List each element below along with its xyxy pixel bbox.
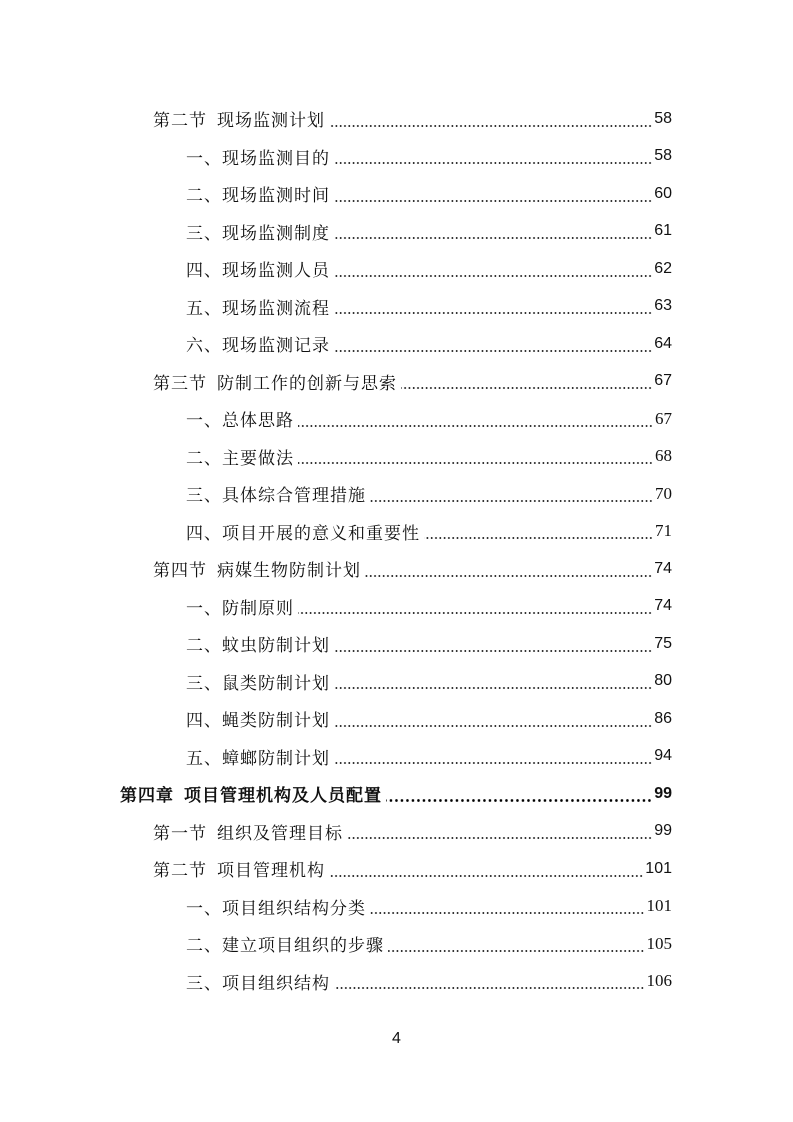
toc-entry-item[interactable] — [0, 663, 793, 701]
toc-entry-item[interactable] — [0, 250, 793, 288]
toc-entry-title: 现场监测制度 — [222, 223, 330, 244]
toc-entry-title: 现场监测记录 — [222, 336, 330, 357]
toc-entry-page: 74 — [654, 597, 672, 615]
toc-entry-section[interactable] — [0, 100, 793, 138]
toc-entry-number: 二、 — [186, 186, 222, 207]
toc-entry-page: 67 — [654, 372, 672, 390]
dot-leader — [365, 575, 652, 577]
toc-entry-item[interactable] — [0, 138, 793, 176]
dot-leader — [370, 500, 653, 502]
toc-entry-number: 一、 — [186, 411, 222, 432]
toc-entry-number: 三、 — [186, 673, 222, 694]
toc-entry-page: 86 — [654, 709, 672, 727]
page-number: 4 — [392, 1030, 401, 1047]
toc-entry-page: 75 — [654, 634, 672, 652]
toc-entry-item[interactable] — [0, 963, 793, 1001]
toc-entry-item[interactable] — [0, 513, 793, 551]
dot-leader — [298, 425, 653, 427]
dot-leader — [386, 799, 652, 802]
toc-entry-title: 现场监测流程 — [222, 298, 330, 319]
toc-entry-page: 70 — [655, 483, 672, 503]
toc-entry-title: 鼠类防制计划 — [222, 673, 330, 694]
toc-entry-title: 现场监测人员 — [222, 261, 330, 282]
toc-entry-chapter[interactable] — [0, 775, 793, 813]
dot-leader — [334, 650, 652, 652]
toc-entry-page: 94 — [654, 747, 672, 765]
toc-entry-number: 五、 — [186, 748, 222, 769]
toc-entry-item[interactable] — [0, 738, 793, 776]
toc-entry-page: 61 — [654, 222, 672, 240]
dot-leader — [334, 162, 652, 164]
toc-entry-item[interactable] — [0, 588, 793, 626]
dot-leader — [334, 200, 652, 202]
toc-entry-number: 第四节 — [153, 561, 207, 582]
toc-entry-number: 第二节 — [153, 111, 207, 132]
toc-entry-title: 蟑螂防制计划 — [222, 748, 330, 769]
toc-entry-page: 74 — [654, 559, 672, 577]
toc-entry-title: 组织及管理目标 — [217, 823, 343, 844]
toc-entry-title: 项目组织结构分类 — [222, 898, 366, 919]
dot-leader — [334, 687, 652, 689]
toc-entry-title: 具体综合管理措施 — [222, 486, 366, 507]
dot-leader — [298, 612, 652, 614]
toc-entry-title: 病媒生物防制计划 — [217, 561, 361, 582]
toc-entry-title: 防制原则 — [222, 598, 294, 619]
toc-entry-page: 101 — [646, 896, 672, 916]
toc-entry-title: 蚊虫防制计划 — [222, 636, 330, 657]
toc-entry-number: 三、 — [186, 973, 222, 994]
toc-entry-page: 58 — [654, 147, 672, 165]
toc-entry-number: 一、 — [186, 598, 222, 619]
toc-entry-number: 二、 — [186, 936, 222, 957]
toc-entry-page: 71 — [655, 521, 672, 541]
toc-entry-page: 68 — [655, 446, 672, 466]
toc-entry-number: 第三节 — [153, 373, 207, 394]
toc-entry-title: 项目管理机构及人员配置 — [184, 786, 382, 807]
toc-entry-title: 现场监测计划 — [217, 111, 325, 132]
dot-leader — [334, 762, 652, 764]
toc-entry-title: 建立项目组织的步骤 — [222, 936, 384, 957]
toc-entry-title: 主要做法 — [222, 448, 294, 469]
toc-entry-page: 99 — [654, 784, 672, 802]
toc-entry-number: 五、 — [186, 298, 222, 319]
toc-entry-section[interactable] — [0, 850, 793, 888]
toc-entry-page: 106 — [646, 971, 672, 991]
toc-entry-item[interactable] — [0, 288, 793, 326]
toc-entry-number: 第四章 — [120, 786, 174, 807]
dot-leader — [334, 350, 652, 352]
toc-entry-item[interactable] — [0, 400, 793, 438]
toc-entry-title: 项目开展的意义和重要性 — [222, 523, 420, 544]
dot-leader — [334, 987, 645, 989]
toc-entry-title: 总体思路 — [222, 411, 294, 432]
dot-leader — [298, 462, 653, 464]
toc-entry-item[interactable] — [0, 700, 793, 738]
toc-entry-page: 63 — [654, 297, 672, 315]
toc-entry-number: 三、 — [186, 223, 222, 244]
toc-entry-section[interactable] — [0, 550, 793, 588]
toc-entry-title: 项目管理机构 — [217, 861, 325, 882]
toc-entry-title: 蝇类防制计划 — [222, 711, 330, 732]
toc-entry-item[interactable] — [0, 888, 793, 926]
toc-entry-page: 64 — [654, 334, 672, 352]
dot-leader — [347, 837, 652, 839]
dot-leader — [334, 312, 652, 314]
toc-entry-item[interactable] — [0, 438, 793, 476]
dot-leader — [388, 950, 645, 952]
toc-entry-title: 现场监测目的 — [222, 148, 330, 169]
toc-entry-page: 105 — [646, 933, 672, 953]
toc-entry-number: 第一节 — [153, 823, 207, 844]
toc-entry-page: 60 — [654, 184, 672, 202]
toc-entry-number: 六、 — [186, 336, 222, 357]
toc-entry-item[interactable] — [0, 475, 793, 513]
toc-entry-title: 项目组织结构 — [222, 973, 330, 994]
dot-leader — [334, 237, 652, 239]
toc-entry-item[interactable] — [0, 625, 793, 663]
toc-entry-section[interactable] — [0, 363, 793, 401]
dot-leader — [424, 537, 653, 539]
dot-leader — [334, 275, 652, 277]
dot-leader — [370, 912, 645, 914]
toc-entry-page: 80 — [654, 672, 672, 690]
toc-entry-number: 四、 — [186, 711, 222, 732]
toc-entry-page: 67 — [655, 408, 672, 428]
toc-entry-number: 四、 — [186, 523, 222, 544]
table-of-contents — [0, 100, 793, 1000]
dot-leader — [329, 125, 652, 127]
toc-entry-item[interactable] — [0, 925, 793, 963]
toc-entry-number: 一、 — [186, 898, 222, 919]
toc-entry-number: 第二节 — [153, 861, 207, 882]
toc-entry-page: 58 — [654, 109, 672, 127]
toc-entry-page: 101 — [645, 859, 672, 877]
toc-entry-number: 一、 — [186, 148, 222, 169]
toc-entry-item[interactable] — [0, 175, 793, 213]
toc-entry-number: 三、 — [186, 486, 222, 507]
toc-entry-page: 99 — [654, 822, 672, 840]
toc-entry-number: 四、 — [186, 261, 222, 282]
toc-entry-title: 现场监测时间 — [222, 186, 330, 207]
toc-entry-title: 防制工作的创新与思索 — [217, 373, 397, 394]
toc-entry-number: 二、 — [186, 636, 222, 657]
toc-entry-section[interactable] — [0, 813, 793, 851]
dot-leader — [329, 875, 643, 877]
toc-entry-item[interactable] — [0, 325, 793, 363]
toc-entry-item[interactable] — [0, 213, 793, 251]
dot-leader — [334, 725, 652, 727]
toc-entry-page: 62 — [654, 259, 672, 277]
toc-entry-number: 二、 — [186, 448, 222, 469]
dot-leader — [401, 387, 652, 389]
